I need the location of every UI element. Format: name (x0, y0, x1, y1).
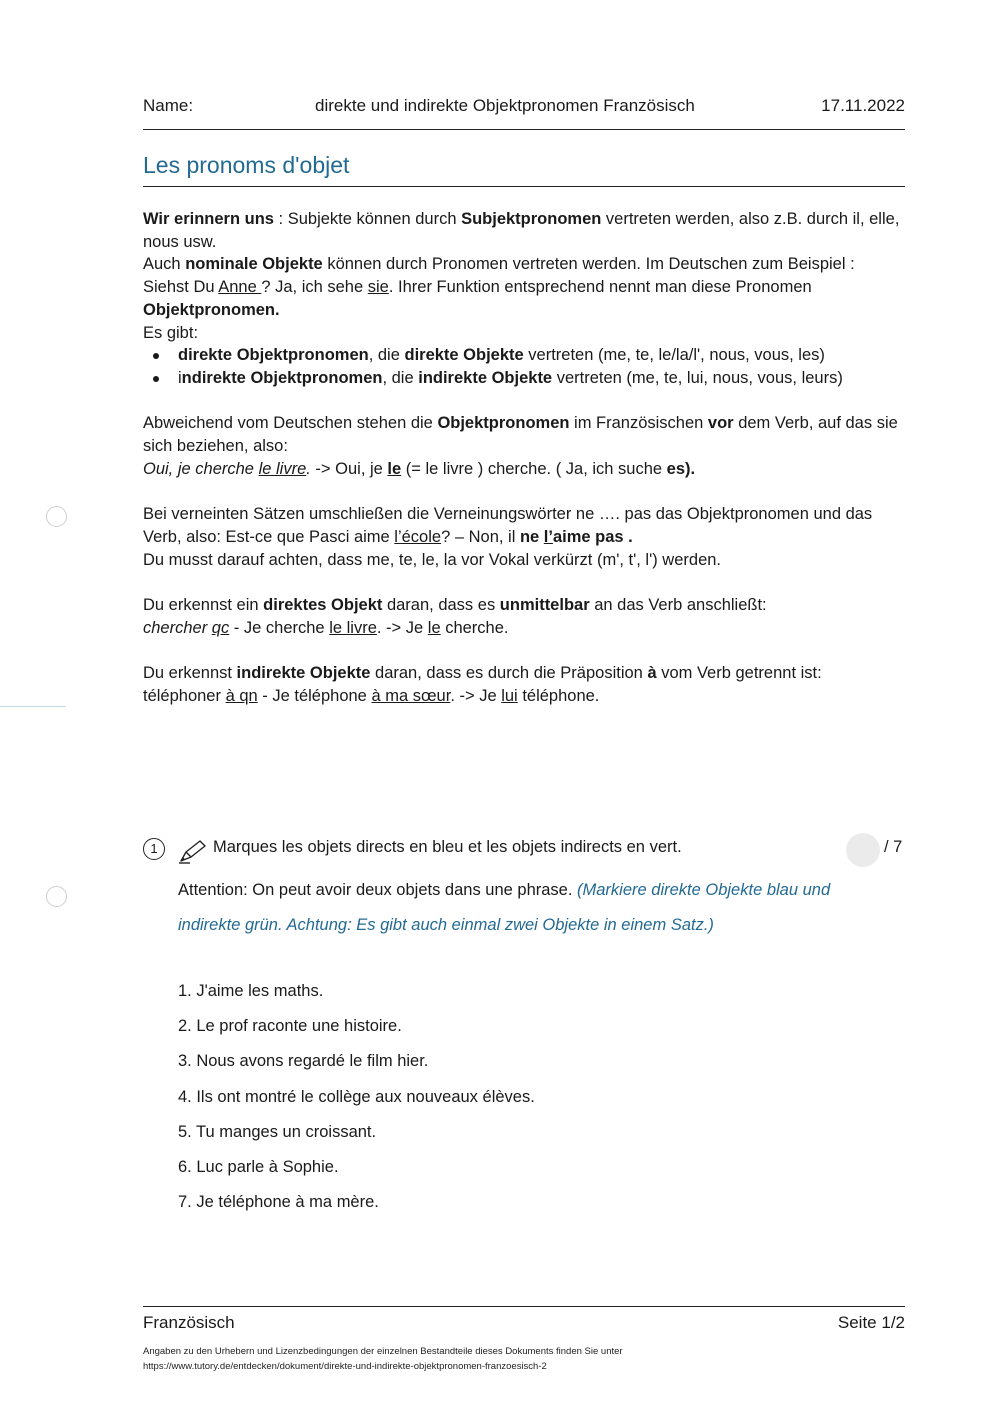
footer-credits (143, 1344, 623, 1374)
punch-hole-upper (46, 506, 67, 527)
sentence-item[interactable]: 5. Tu manges un croissant. (178, 1122, 377, 1141)
punch-hole-lower (46, 886, 67, 907)
intro-paragraph: Wir erinnern uns : Subjekte können durch Subjektpronomen vertreten werden, also z.B. durch il, elle, nous usw. (143, 210, 900, 251)
position-example: Oui, je cherche le livre. -> Oui, je le (= le livre ) cherche. ( Ja, ich suche es). (143, 459, 696, 478)
sentence-item[interactable]: 7. Je téléphone à ma mère. (178, 1193, 379, 1212)
name-label: Name: (143, 96, 194, 115)
credits-link[interactable]: https://www.tutory.de/entdecken/dokument/direkte-und-indirekte-objektpronomen-franzoesisch-2 (143, 1361, 547, 1372)
sentence-item[interactable]: 2. Le prof raconte une histoire. (178, 1017, 402, 1036)
indirect-object-paragraph: Du erkennst indirekte Objekte daran, dass es durch die Präposition à vom Verb getrennt ist: (143, 664, 822, 682)
list-item-indirect: indirekte Objektpronomen, die indirekte Objekte vertreten (me, te, lui, nous, vous, leurs) (143, 367, 905, 390)
header-divider (143, 129, 905, 130)
document-date: 17.11.2022 (821, 96, 905, 115)
title-divider (143, 186, 905, 187)
score-field[interactable] (846, 833, 880, 867)
pronoun-types-list (143, 344, 905, 389)
sentence-list (178, 979, 535, 1225)
negation-paragraph: Bei verneinten Sätzen umschließen die Verneinungswörter ne …. pas das Objektpronomen und das Verb, also: Est-ce que Pasci aime l’école? – Non, il ne l’aime pas . (143, 505, 873, 546)
es-gibt-label: Es gibt: (143, 323, 199, 342)
direct-object-example: chercher qc - Je cherche le livre. -> Je le cherche. (143, 618, 509, 637)
footer-page-number: Seite 1/2 (837, 1313, 905, 1332)
sentence-item[interactable]: 3. Nous avons regardé le film hier. (178, 1052, 429, 1071)
indirect-object-example: téléphoner à qn - Je téléphone à ma sœur. -> Je lui téléphone. (143, 686, 600, 705)
position-paragraph: Abweichend vom Deutschen stehen die Objektpronomen im Französischen vor dem Verb, auf das sie sich beziehen, also: (143, 414, 898, 456)
pencil-icon (178, 838, 210, 864)
sentence-item[interactable]: 4. Ils ont montré le collège aux nouveaux élèves. (178, 1087, 535, 1106)
sentence-item[interactable]: 6. Luc parle à Sophie. (178, 1157, 339, 1176)
list-item-direct: direkte Objektpronomen, die direkte Objekte vertreten (me, te, le/la/l', nous, vous, les) (143, 344, 905, 367)
footer-divider (143, 1306, 905, 1307)
footer-subject: Französisch (143, 1313, 235, 1332)
document-title: direkte und indirekte Objektpronomen Französisch (315, 96, 695, 115)
direct-object-paragraph: Du erkennst ein direktes Objekt daran, dass es unmittelbar an das Verb anschließt: (143, 595, 767, 614)
fold-mark (0, 706, 66, 707)
german-hint: (Markiere direkte Objekte blau und indirekte grün. Achtung: Es gibt auch einmal zwei Objekte in einem Satz.) (178, 881, 831, 934)
exercise-attention: Attention: On peut avoir deux objets dans une phrase. (Markiere direkte Objekte blau und indirekte grün. Achtung: Es gibt auch einmal zwei Objekte in einem Satz.) (178, 881, 831, 934)
page-title: Les pronoms d'objet (143, 152, 350, 178)
elision-paragraph: Du musst darauf achten, dass me, te, le, la vor Vokal verkürzt (m', t', l') werden. (143, 550, 722, 569)
exercise-task: Marques les objets directs en bleu et les objets indirects en vert. (213, 838, 682, 856)
explanation-text (143, 208, 905, 707)
nominal-objects-paragraph: Auch nominale Objekte können durch Pronomen vertreten werden. Im Deutschen zum Beispiel : Siehst Du Anne ? Ja, ich sehe sie. Ihrer Funktion entsprechend nennt man diese Pronomen Objektpronomen. (143, 255, 855, 319)
page-header (143, 96, 905, 120)
score-total: / 7 (884, 838, 903, 856)
sentence-item[interactable]: 1. J'aime les maths. (178, 982, 324, 1000)
exercise-number: 1 (143, 838, 165, 860)
credits-text: Angaben zu den Urhebern und Lizenzbedingungen der einzelnen Bestandteile dieses Dokuments finden Sie unter (143, 1346, 623, 1357)
